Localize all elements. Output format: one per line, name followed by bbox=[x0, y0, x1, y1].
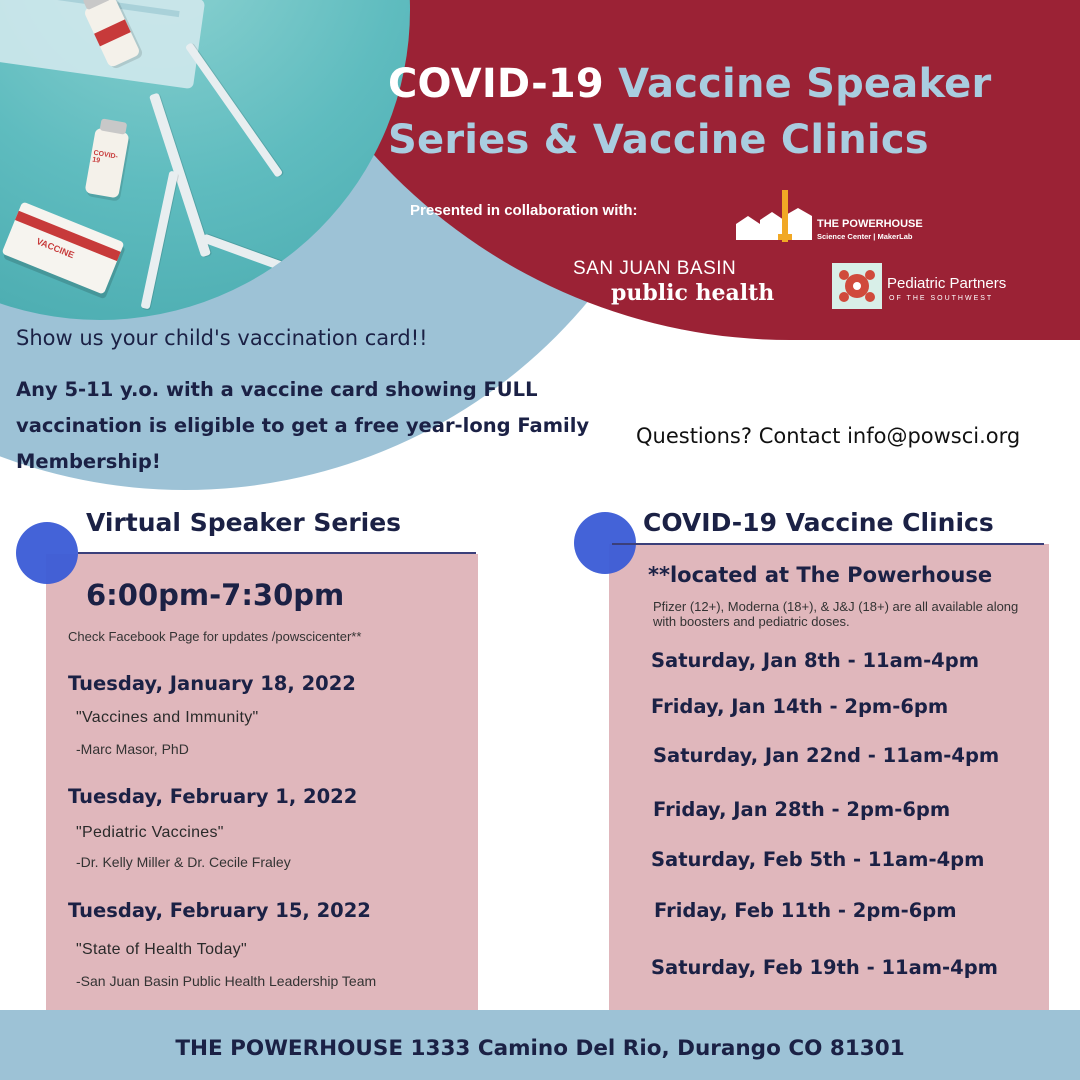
pediatric-partners-icon bbox=[832, 263, 882, 309]
title-part-2: Series & Vaccine Clinics bbox=[388, 117, 929, 163]
presented-by-label: Presented in collaboration with: bbox=[410, 202, 638, 219]
pediatric-partners-name: Pediatric Partners bbox=[887, 275, 1007, 292]
powerhouse-subtitle: Science Center | MakerLab bbox=[817, 232, 913, 241]
clinic-date: Saturday, Jan 8th - 11am-4pm bbox=[651, 649, 980, 672]
sjbph-logo-line2: public health bbox=[611, 280, 775, 306]
talk-date: Tuesday, February 1, 2022 bbox=[68, 785, 358, 808]
box-label-text: VACCINE bbox=[34, 236, 76, 261]
clinics-heading: COVID-19 Vaccine Clinics bbox=[643, 508, 994, 537]
page-title bbox=[388, 56, 1068, 168]
eligibility-text: Any 5-11 y.o. with a vaccine card showing FULL vaccination is eligible to get a free year-long Family Membership! bbox=[16, 378, 590, 473]
talk-date: Tuesday, February 15, 2022 bbox=[68, 899, 371, 922]
footer-address: THE POWERHOUSE 1333 Camino Del Rio, Durango CO 81301 bbox=[175, 1036, 905, 1061]
contact-text: Questions? Contact info@powsci.org bbox=[636, 424, 1021, 448]
vial-image bbox=[85, 128, 130, 199]
talk-title: "State of Health Today" bbox=[76, 941, 247, 958]
clinic-date: Saturday, Jan 22nd - 11am-4pm bbox=[653, 744, 1000, 767]
vaccine-box-image bbox=[2, 201, 125, 294]
talk-title: "Pediatric Vaccines" bbox=[76, 824, 224, 841]
speaker-series-rule bbox=[78, 552, 476, 554]
speaker-series-heading: Virtual Speaker Series bbox=[86, 508, 402, 537]
talk-title: "Vaccines and Immunity" bbox=[76, 709, 259, 726]
powerhouse-name: THE POWERHOUSE bbox=[817, 218, 923, 230]
talk-date: Tuesday, January 18, 2022 bbox=[68, 672, 356, 695]
title-part-1: Vaccine Speaker bbox=[603, 61, 992, 107]
talk-speaker: -Dr. Kelly Miller & Dr. Cecile Fraley bbox=[76, 854, 291, 870]
talk-speaker: -Marc Masor, PhD bbox=[76, 741, 189, 757]
speaker-series-time: 6:00pm-7:30pm bbox=[86, 578, 345, 612]
clinic-location: **located at The Powerhouse bbox=[648, 563, 993, 587]
syringe-image bbox=[185, 42, 283, 178]
pediatric-partners-subtitle: OF THE SOUTHWEST bbox=[889, 295, 994, 302]
vial-label-text: COVID-19 bbox=[91, 149, 119, 165]
show-card-text: Show us your child's vaccination card!! bbox=[16, 326, 428, 350]
clinic-date: Friday, Jan 14th - 2pm-6pm bbox=[651, 695, 949, 718]
facebook-note: Check Facebook Page for updates /powscicenter** bbox=[68, 629, 362, 644]
talk-speaker: -San Juan Basin Public Health Leadership Team bbox=[76, 973, 377, 989]
clinic-date: Friday, Feb 11th - 2pm-6pm bbox=[654, 899, 957, 922]
clinic-date: Friday, Jan 28th - 2pm-6pm bbox=[653, 798, 951, 821]
syringe-image bbox=[141, 171, 179, 310]
title-covid: COVID-19 bbox=[388, 61, 604, 107]
clinic-date: Saturday, Feb 5th - 11am-4pm bbox=[651, 848, 985, 871]
sjbph-logo-line1: SAN JUAN BASIN bbox=[573, 258, 737, 279]
speaker-series-bullet-dot bbox=[16, 522, 78, 584]
vaccine-availability-note: Pfizer (12+), Moderna (18+), & J&J (18+) are all available along with boosters and pediatric doses. bbox=[653, 599, 1019, 629]
clinic-date: Saturday, Feb 19th - 11am-4pm bbox=[651, 956, 999, 979]
clinics-rule bbox=[612, 543, 1044, 545]
